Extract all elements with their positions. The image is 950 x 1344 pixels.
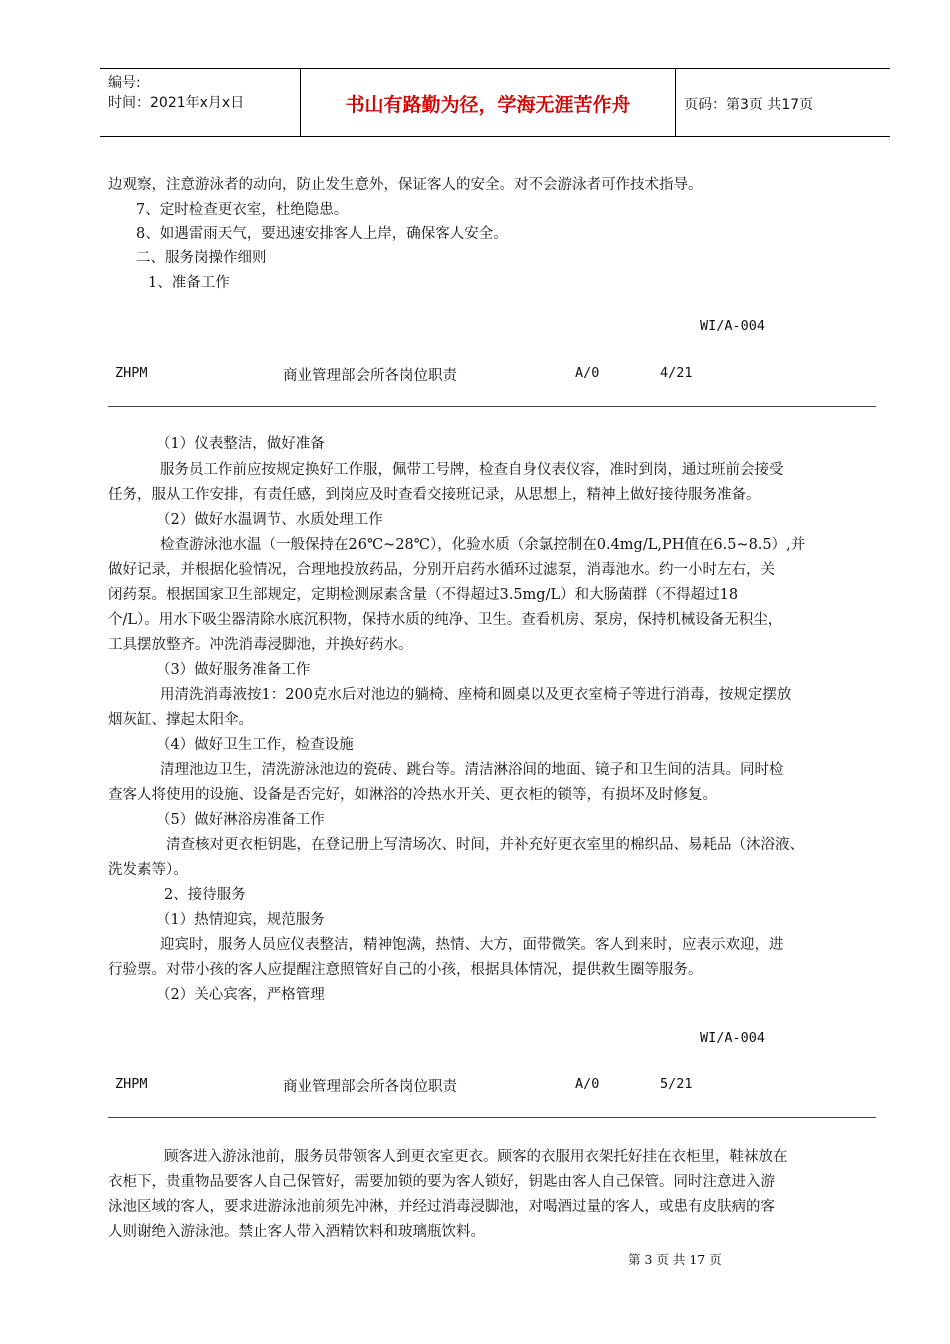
text-line: 人则谢绝入游泳池。禁止客人带入酒精饮料和玻璃瓶饮料。 <box>108 1224 485 1240</box>
page-label: 页码：第3页 共17页 <box>684 97 814 113</box>
text-line: 工具摆放整齐。冲洗消毒浸脚池，并换好药水。 <box>108 637 413 653</box>
text-line: 做好记录，并根据化验情况，合理地投放药品，分别开启药水循环过滤泵，消毒池水。约一小时左右，关 <box>108 562 775 578</box>
text-line: 查客人将使用的设施、设备是否完好，如淋浴的冷热水开关、更衣柜的锁等，有损坏及时修复。 <box>108 787 717 803</box>
header-motto-cell <box>301 69 676 136</box>
text-line: 8、如遇雷雨天气，要迅速安排客人上岸，确保客人安全。 <box>136 226 508 242</box>
item-heading: （5）做好淋浴房准备工作 <box>156 812 325 828</box>
doc-company: ZHPM <box>115 1076 148 1092</box>
item-heading: （4）做好卫生工作，检查设施 <box>156 737 354 753</box>
header-page-cell <box>676 69 890 136</box>
text-line: 清查核对更衣柜钥匙，在登记册上写清场次、时间，并补充好更衣室里的棉织品、易耗品（沐浴液、 <box>166 837 804 853</box>
text-line: 烟灰缸、撑起太阳伞。 <box>108 712 253 728</box>
text-line: 泳池区域的客人，要求进游泳池前须先冲淋，并经过消毒浸脚池，对喝酒过量的客人，或患有皮肤病的客 <box>108 1199 775 1215</box>
subsection-heading: 1、准备工作 <box>148 275 230 291</box>
item-heading: （2）关心宾客，严格管理 <box>156 987 325 1003</box>
text-line: 清理池边卫生，清洗游泳池边的瓷砖、跳台等。清洁淋浴间的地面、镜子和卫生间的洁具。同时检 <box>160 762 784 778</box>
item-heading: （1）仪表整洁，做好准备 <box>156 436 325 452</box>
text-line: 7、定时检查更衣室，杜绝隐患。 <box>136 202 349 218</box>
doc-version: A/0 <box>575 1076 600 1092</box>
item-heading: （1）热情迎宾，规范服务 <box>156 912 325 928</box>
number-label: 编号: <box>108 75 141 91</box>
doc-page: 5/21 <box>660 1076 693 1092</box>
text-line: 行验票。对带小孩的客人应提醒注意照管好自己的小孩，根据具体情况，提供救生圈等服务。 <box>108 962 703 978</box>
text-line: 服务员工作前应按规定换好工作服，佩带工号牌，检查自身仪表仪容，准时到岗，通过班前会接受 <box>160 462 784 478</box>
doc-title: 商业管理部会所各岗位职责 <box>283 368 457 384</box>
item-heading: （2）做好水温调节、水质处理工作 <box>156 512 383 528</box>
page-footer: 第 3 页 共 17 页 <box>628 1252 722 1267</box>
text-line: 任务，服从工作安排，有责任感，到岗应及时查看交接班记录，从思想上，精神上做好接待服务准备。 <box>108 487 761 503</box>
text-line: 用清洗消毒液按1：200克水后对池边的躺椅、座椅和圆桌以及更衣室椅子等进行消毒，按规定摆放 <box>160 687 792 703</box>
divider <box>108 406 876 407</box>
doc-page: 4/21 <box>660 365 693 381</box>
header-meta-cell <box>100 69 301 136</box>
doc-company: ZHPM <box>115 365 148 381</box>
text-line: 边观察，注意游泳者的动向，防止发生意外，保证客人的安全。对不会游泳者可作技术指导。 <box>108 177 703 193</box>
text-line: 检查游泳池水温（一般保持在26℃~28℃），化验水质（余氯控制在0.4mg/L,PH值在6.5~8.5）,并 <box>160 537 806 553</box>
text-line: 迎宾时，服务人员应仪表整洁，精神饱满，热情、大方，面带微笑。客人到来时，应表示欢迎，进 <box>160 937 784 953</box>
item-heading: （3）做好服务准备工作 <box>156 662 311 678</box>
text-line: 个/L）。用水下吸尘器清除水底沉积物，保持水质的纯净、卫生。查看机房、泵房，保持机械设备无积尘， <box>108 612 783 628</box>
doc-code: WI/A-004 <box>700 318 766 334</box>
text-line: 闭药泵。根据国家卫生部规定，定期检测尿素含量（不得超过3.5mg/L）和大肠菌群（不得超过18 <box>108 587 739 603</box>
doc-version: A/0 <box>575 365 600 381</box>
time-label: 时间：2021年x月x日 <box>108 95 245 111</box>
doc-code: WI/A-004 <box>700 1030 766 1046</box>
text-line: 衣柜下，贵重物品要客人自己保管好，需要加锁的要为客人锁好，钥匙由客人自己保管。同时注意进入游 <box>108 1174 775 1190</box>
text-line: 顾客进入游泳池前，服务员带领客人到更衣室更衣。顾客的衣服用衣架托好挂在衣柜里，鞋袜放在 <box>164 1149 788 1165</box>
subsection-heading: 2、接待服务 <box>164 887 246 903</box>
section-heading: 二、服务岗操作细则 <box>136 250 267 266</box>
page-header <box>100 68 890 137</box>
doc-title: 商业管理部会所各岗位职责 <box>283 1079 457 1095</box>
motto: 书山有路勤为径，学海无涯苦作舟 <box>345 94 631 116</box>
divider <box>108 1117 876 1118</box>
text-line: 洗发素等）。 <box>108 862 188 878</box>
